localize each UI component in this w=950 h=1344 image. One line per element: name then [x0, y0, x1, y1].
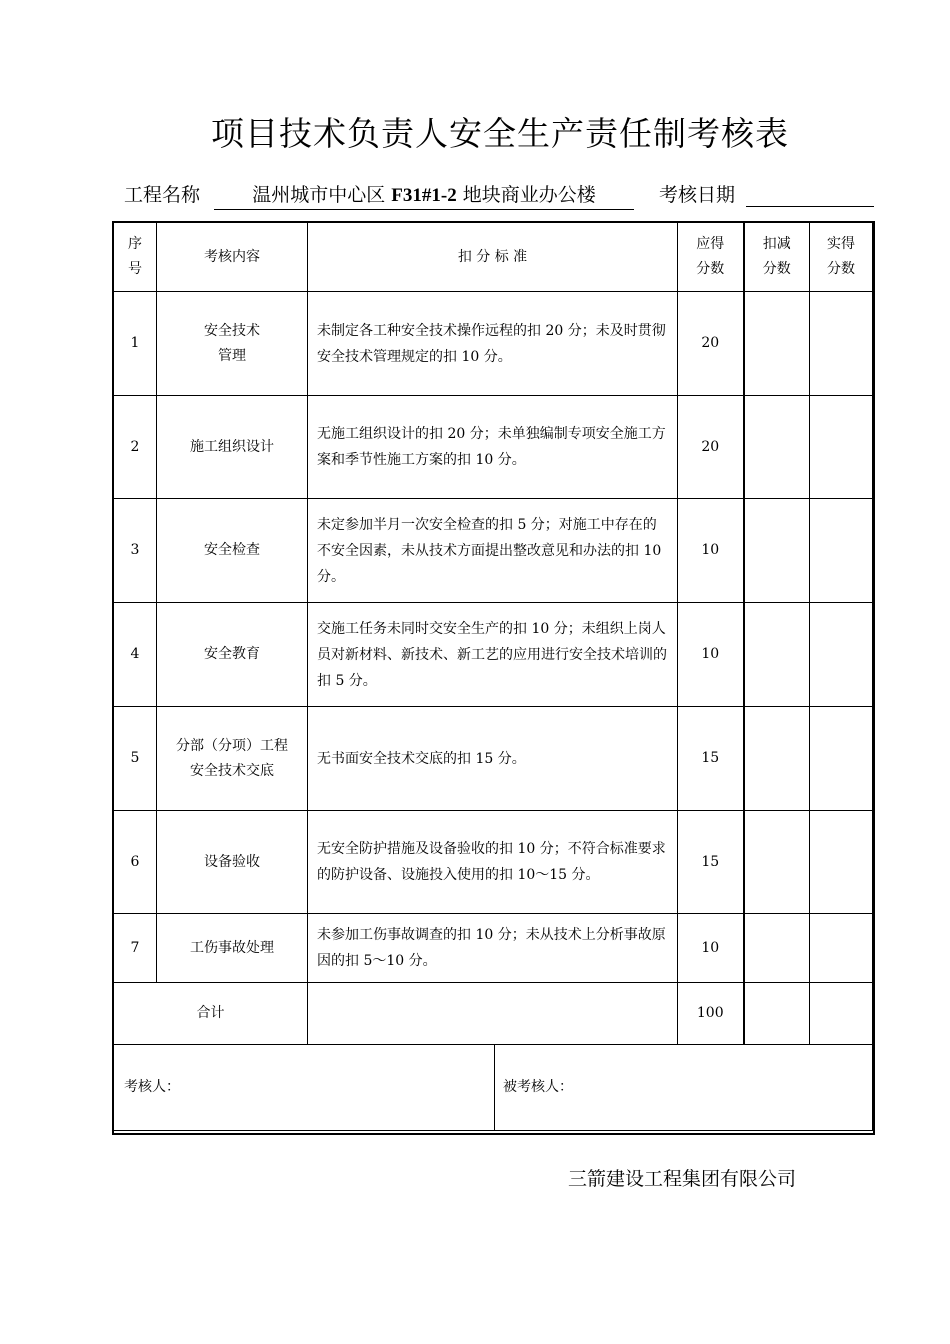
row-deduct[interactable]: [744, 811, 810, 914]
project-name-value: [214, 180, 634, 210]
total-actual-cell[interactable]: [810, 983, 873, 1045]
table-row: [114, 499, 873, 603]
company-name: 三箭建设工程集团有限公司: [568, 1168, 797, 1190]
row-deduct[interactable]: [744, 499, 810, 603]
row-content: 分部（分项）工程 安全技术交底: [157, 707, 308, 811]
row-criteria: 无施工组织设计的扣 20 分；未单独编制专项安全施工方案和季节性施工方案的扣 10 分。: [308, 396, 678, 499]
project-name-rest: 地块商业办公楼: [462, 184, 596, 206]
row-seq: 1: [114, 292, 157, 396]
row-actual[interactable]: [810, 292, 873, 396]
project-name-plain: 温州城市中心区: [252, 184, 386, 206]
header-seq: [114, 223, 157, 292]
assessment-date-label: 考核日期: [659, 184, 736, 206]
header-seq-text: 序 号: [128, 236, 142, 277]
row-seq: 3: [114, 499, 157, 603]
table-row: [114, 396, 873, 499]
row-deduct[interactable]: [744, 707, 810, 811]
row-actual[interactable]: [810, 499, 873, 603]
row-deduct[interactable]: [744, 914, 810, 983]
row-criteria: 交施工任务未同时交安全生产的扣 10 分；未组织上岗人员对新材料、新技术、新工艺的应用进行安全技术培训的扣 5 分。: [308, 603, 678, 707]
signature-divider: [494, 1045, 495, 1130]
table-row: [114, 603, 873, 707]
row-score: 20: [678, 292, 744, 396]
assessment-date-field[interactable]: [746, 180, 874, 207]
table-row: [114, 914, 873, 983]
row-actual[interactable]: [810, 811, 873, 914]
page-title: 项目技术负责人安全生产责任制考核表: [211, 114, 789, 153]
project-info-line: [124, 180, 874, 210]
row-actual[interactable]: [810, 396, 873, 499]
header-score-text: 应得 分数: [696, 236, 725, 277]
header-score: [678, 223, 744, 292]
row-content: 设备验收: [157, 811, 308, 914]
row-criteria: 无书面安全技术交底的扣 15 分。: [308, 707, 678, 811]
row-deduct[interactable]: [744, 396, 810, 499]
table-header-row: [114, 223, 873, 292]
total-score: 100: [678, 983, 744, 1045]
header-deduct-text: 扣减 分数: [762, 236, 791, 277]
row-content: 工伤事故处理: [157, 914, 308, 983]
project-name-code: F31#1-2: [391, 185, 457, 206]
row-score: 15: [678, 811, 744, 914]
signature-cell-examinee[interactable]: [678, 1045, 873, 1131]
row-actual[interactable]: [810, 914, 873, 983]
header-deduct: [744, 223, 810, 292]
total-deduct-cell[interactable]: [744, 983, 810, 1045]
table-row: [114, 811, 873, 914]
project-name-label: 工程名称: [124, 184, 201, 206]
row-score: 10: [678, 499, 744, 603]
signature-row: [114, 1045, 873, 1131]
row-seq: 2: [114, 396, 157, 499]
row-score: 15: [678, 707, 744, 811]
table-row: [114, 292, 873, 396]
row-score: 20: [678, 396, 744, 499]
row-criteria: 未制定各工种安全技术操作远程的扣 20 分；未及时贯彻安全技术管理规定的扣 10 分。: [308, 292, 678, 396]
row-seq: 6: [114, 811, 157, 914]
total-row: [114, 983, 873, 1045]
row-criteria: 未定参加半月一次安全检查的扣 5 分；对施工中存在的不安全因素，未从技术方面提出整改意见和办法的扣 10 分。: [308, 499, 678, 603]
row-seq: 4: [114, 603, 157, 707]
header-actual: [810, 223, 873, 292]
row-deduct[interactable]: [744, 603, 810, 707]
table-body: [114, 292, 873, 983]
row-content: 安全检查: [157, 499, 308, 603]
total-label: 合计: [114, 983, 308, 1045]
row-actual[interactable]: [810, 707, 873, 811]
row-seq: 7: [114, 914, 157, 983]
table-row: [114, 707, 873, 811]
row-content: 安全技术 管理: [157, 292, 308, 396]
header-actual-text: 实得 分数: [827, 236, 855, 277]
row-deduct[interactable]: [744, 292, 810, 396]
row-content: 安全教育: [157, 603, 308, 707]
row-criteria: 无安全防护措施及设备验收的扣 10 分；不符合标准要求的防护设备、设施投入使用的扣 10～15 分。: [308, 811, 678, 914]
header-criteria: 扣 分 标 准: [308, 223, 678, 292]
row-actual[interactable]: [810, 603, 873, 707]
examiner-label: 考核人：: [124, 1079, 180, 1095]
row-score: 10: [678, 603, 744, 707]
row-criteria: 未参加工伤事故调查的扣 10 分；未从技术上分析事故原因的扣 5～10 分。: [308, 914, 678, 983]
row-seq: 5: [114, 707, 157, 811]
header-content: 考核内容: [157, 223, 308, 292]
row-content: 施工组织设计: [157, 396, 308, 499]
signature-cell-examiner: [114, 1045, 678, 1131]
total-criteria-cell: [308, 983, 678, 1045]
assessment-table: [113, 222, 873, 1131]
examinee-label: 被考核人：: [503, 1079, 573, 1095]
row-score: 10: [678, 914, 744, 983]
